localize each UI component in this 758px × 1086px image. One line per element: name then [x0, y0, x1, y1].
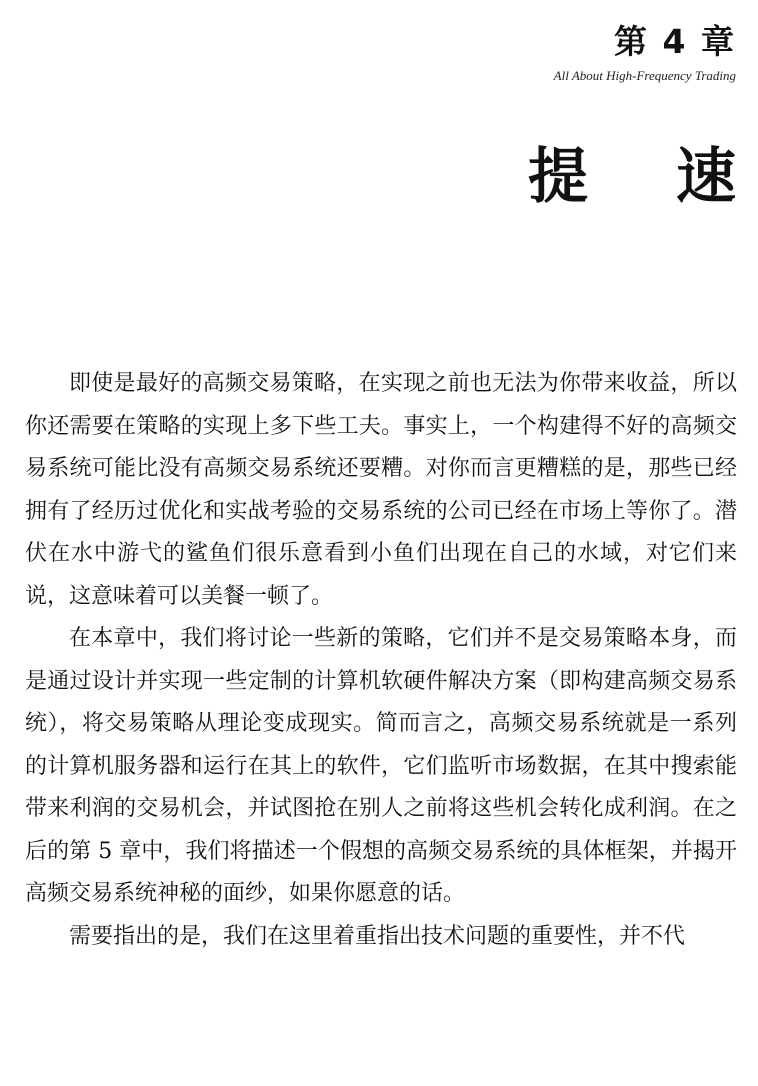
body-text — [25, 363, 737, 958]
chapter-title — [528, 142, 736, 212]
paragraph: 即使是最好的高频交易策略，在实现之前也无法为你带来收益，所以你还需要在策略的实现上多下些工夫。事实上，一个构建得不好的高频交易系统可能比没有高频交易系统还要糟。对你而言更糟糕的是，那些已经拥有了经历过优化和实战考验的交易系统的公司已经在市场上等你了。潜伏在水中游弋的鲨鱼们很乐意看到小鱼们出现在自己的水域，对它们来说，这意味着可以美餐一顿了。 — [25, 371, 737, 609]
paragraph: 需要指出的是，我们在这里着重指出技术问题的重要性，并不代 — [69, 923, 686, 949]
chapter-title-char: 提 — [528, 142, 588, 212]
book-title: All About High-Frequency Trading — [553, 68, 736, 83]
chapter-number: 第 4 章 — [614, 22, 736, 61]
chapter-title-char: 速 — [676, 142, 736, 212]
paragraph: 在本章中，我们将讨论一些新的策略，它们并不是交易策略本身，而是通过设计并实现一些定制的计算机软硬件解决方案（即构建高频交易系统），将交易策略从理论变成现实。简而言之，高频交易系统就是一系列的计算机服务器和运行在其上的软件，它们监听市场数据，在其中搜索能带来利润的交易机会，并试图抢在别人之前将这些机会转化成利润。在之后的第 5 章中，我们将描述一个假想的高频交易系统的具体框架，并揭开高频交易系统神秘的面纱，如果你愿意的话。 — [25, 626, 737, 906]
chapter-header — [554, 22, 736, 84]
